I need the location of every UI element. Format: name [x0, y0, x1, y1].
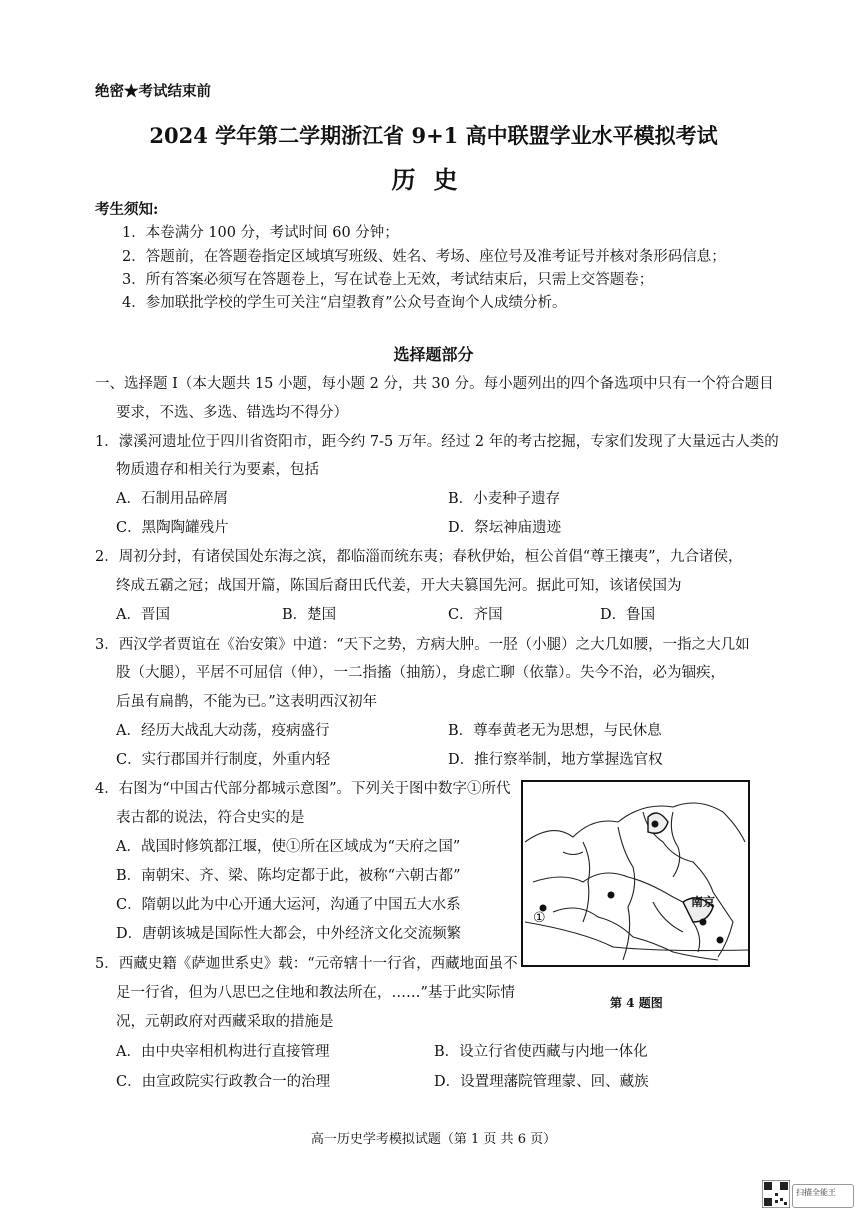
- q5-stem-cont: 况，元朝政府对西藏采取的措施是: [116, 1014, 334, 1030]
- q4-stem-cont: 表古都的说法，符合史实的是: [116, 810, 305, 826]
- q1-stem-cont: 物质遗存和相关行为要素，包括: [116, 462, 319, 478]
- q1-option-b: B．小麦种子遗存: [448, 491, 561, 507]
- map-label-nanjing: 南京: [691, 895, 716, 909]
- q5-option-c: C．由宣政院实行政教合一的治理: [116, 1074, 331, 1090]
- q1-option-c: C．黑陶陶罐残片: [116, 520, 229, 536]
- notice-item: 4．参加联批学校的学生可关注“启望教育”公众号查询个人成绩分析。: [122, 295, 567, 311]
- q2-option-a: A．晋国: [116, 607, 170, 623]
- scanner-badge: [792, 1184, 854, 1208]
- capital-dot-center: [608, 892, 615, 899]
- q1-option-d: D．祭坛神庙遗迹: [448, 520, 562, 536]
- q2-option-d: D．鲁国: [600, 607, 656, 623]
- notice-item: 3．所有答案必须写在答题卷上，写在试卷上无效，考试结束后，只需上交答题卷；: [122, 272, 654, 288]
- page-footer: 高一历史学考模拟试题（第 1 页 共 6 页）: [310, 1132, 557, 1147]
- notice-heading: 考生须知:: [95, 201, 159, 218]
- q5-stem-cont: 足一行省，但为八思巴之住地和教法所在，……”基于此实际情: [116, 985, 515, 1001]
- q4-option-c: C．隋朝以此为中心开通大运河，沟通了中国五大水系: [116, 897, 461, 913]
- capital-dot-east: [717, 937, 724, 944]
- q3-option-b: B．尊奉黄老无为思想，与民休息: [448, 723, 662, 739]
- q5-option-d: D．设置理藩院管理蒙、回、藏族: [434, 1074, 649, 1090]
- q3-option-c: C．实行郡国并行制度，外重内轻: [116, 752, 331, 768]
- exam-title: 2024 学年第二学期浙江省 9+1 高中联盟学业水平模拟考试: [149, 123, 718, 148]
- qr-code-icon: [762, 1180, 790, 1208]
- q4-option-a: A．战国时修筑都江堰，使①所在区域成为“天府之国”: [116, 839, 461, 855]
- q4-stem: 4．右图为“中国古代部分都城示意图”。下列关于图中数字①所代: [95, 781, 511, 797]
- q2-stem-cont: 终成五霸之冠；战国开篇，陈国后裔田氏代姜，开大夫篡国先河。据此可知，该诸侯国为: [116, 578, 682, 594]
- confidential-label: 绝密★考试结束前: [95, 83, 211, 100]
- part-instruction-cont: 要求，不选、多选、错选均不得分）: [116, 405, 348, 421]
- capital-dot-nanjing: [700, 919, 707, 926]
- q3-stem-cont: 股（大腿），平居不可屈信（伸），一二指搐（抽筋），身虑亡聊（依靠）。失今不治，必为锢疾，: [116, 665, 725, 681]
- scanner-label: 扫描全能王: [796, 1188, 836, 1197]
- q2-option-b: B．楚国: [282, 607, 337, 623]
- map-caption: 第 4 题图: [610, 996, 663, 1010]
- notice-item: 1．本卷满分 100 分，考试时间 60 分钟；: [122, 225, 399, 241]
- map-marker-1: ①: [533, 910, 546, 926]
- capital-map-figure: [521, 780, 750, 967]
- subject-title: 历史: [391, 165, 476, 194]
- notice-item: 2．答题前，在答题卷指定区域填写班级、姓名、考场、座位号及准考证号并核对条形码信息；: [122, 249, 726, 265]
- q4-option-b: B．南朝宋、齐、梁、陈均定都于此，被称“六朝古都”: [116, 868, 461, 884]
- part-instruction: 一、选择题 I（本大题共 15 小题，每小题 2 分，共 30 分。每小题列出的四个备选项中只有一个符合题目: [95, 376, 774, 392]
- q5-option-b: B．设立行省使西藏与内地一体化: [434, 1044, 648, 1060]
- q4-option-d: D．唐朝该城是国际性大都会，中外经济文化交流频繁: [116, 926, 462, 942]
- q2-option-c: C．齐国: [448, 607, 503, 623]
- q5-option-a: A．由中央宰相机构进行直接管理: [116, 1044, 330, 1060]
- section-title: 选择题部分: [393, 345, 474, 364]
- q3-stem-cont: 后虽有扁鹊，不能为已。”这表明西汉初年: [116, 694, 378, 710]
- q5-stem: 5．西藏史籍《萨迦世系史》载：“元帝辖十一行省，西藏地面虽不: [95, 956, 518, 972]
- map-outline: [523, 782, 748, 965]
- q3-option-a: A．经历大战乱大动荡，疫病盛行: [116, 723, 330, 739]
- q3-stem: 3．西汉学者贾谊在《治安策》中道：“天下之势，方病大肿。一胫（小腿）之大几如腰，一指之大几如: [95, 637, 750, 653]
- q1-stem: 1．濛溪河遗址位于四川省资阳市，距今约 7-5 万年。经过 2 年的考古挖掘，专家们发现了大量远古人类的: [95, 434, 779, 450]
- capital-dot-north: [652, 821, 659, 828]
- q1-option-a: A．石制用品碎屑: [116, 491, 228, 507]
- q3-option-d: D．推行察举制，地方掌握选官权: [448, 752, 663, 768]
- q2-stem: 2．周初分封，有诸侯国处东海之滨，都临淄而统东夷；春秋伊始，桓公首倡“尊王攘夷”，九合诸侯，: [95, 549, 743, 565]
